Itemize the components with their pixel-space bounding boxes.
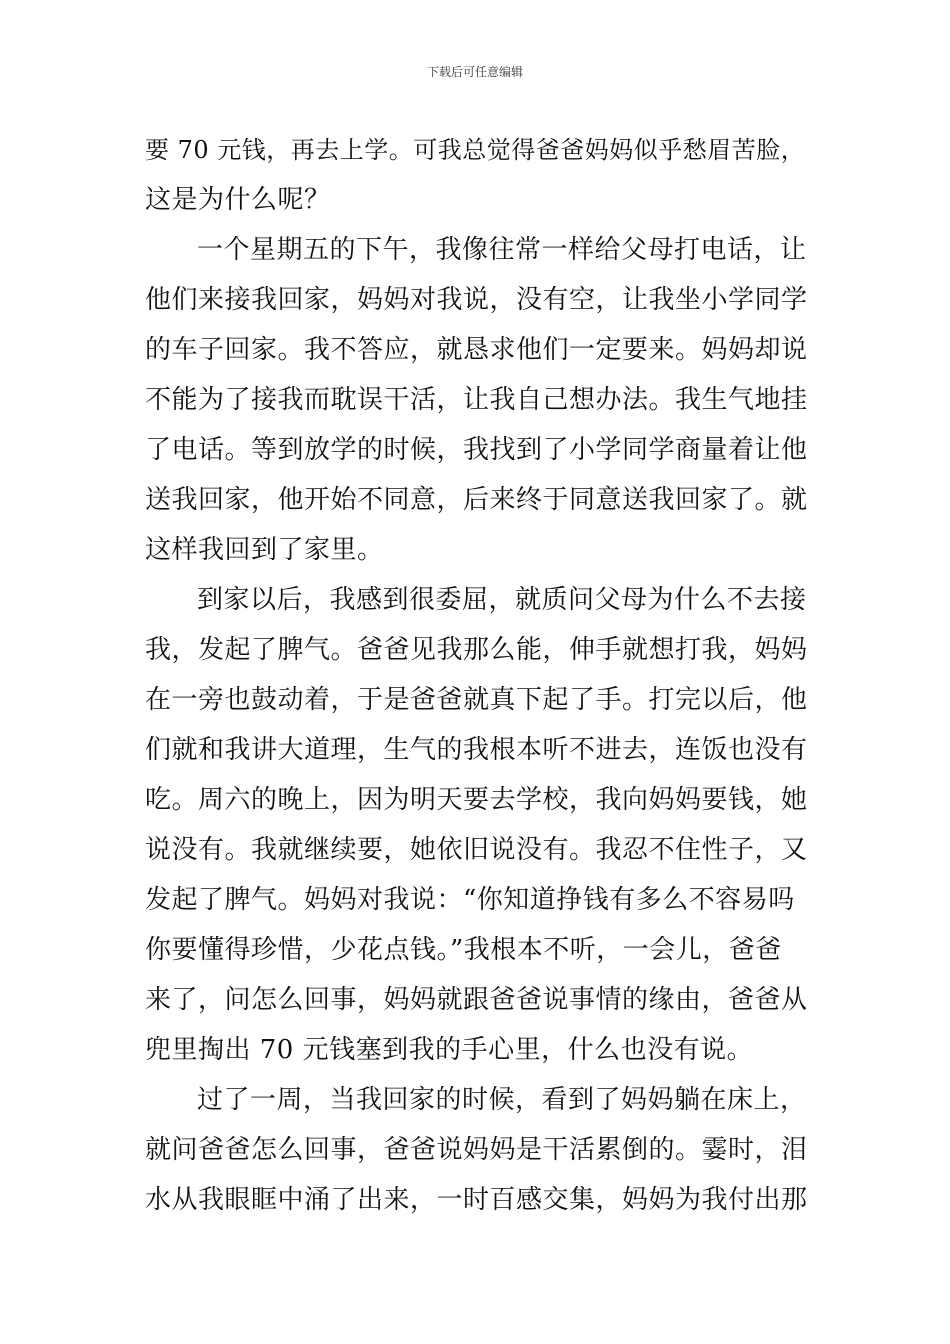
document-body (145, 125, 815, 1225)
text-line: 的车子回家。我不答应，就恳求他们一定要来。妈妈却说 (145, 335, 808, 365)
text-line: 发起了脾气。妈妈对我说：“你知道挣钱有多么不容易吗 (145, 885, 795, 915)
text-line: 吃。周六的晚上，因为明天要去学校，我向妈妈要钱，她 (145, 785, 808, 815)
text-line: 们就和我讲大道理，生气的我根本听不进去，连饭也没有 (145, 735, 808, 765)
text-line: 这是为什么呢？ (145, 185, 331, 215)
text-line: 就问爸爸怎么回事，爸爸说妈妈是干活累倒的。霎时，泪 (145, 1135, 808, 1165)
text-line: 你要懂得珍惜，少花点钱。”我根本不听，一会儿，爸爸 (145, 935, 782, 965)
text-line: 这样我回到了家里。 (145, 535, 384, 565)
text-line: 要 70 元钱，再去上学。可我总觉得爸爸妈妈似乎愁眉苦脸， (145, 136, 806, 164)
text-line: 说没有。我就继续要，她依旧说没有。我忍不住性子，又 (145, 835, 808, 865)
text-line: 送我回家，他开始不同意，后来终于同意送我回家了。就 (145, 485, 808, 515)
text-line: 水从我眼眶中涌了出来，一时百感交集，妈妈为我付出那 (145, 1185, 808, 1215)
text-line: 来了，问怎么回事，妈妈就跟爸爸说事情的缘由，爸爸从 (145, 985, 808, 1015)
page-header: 下载后可任意编辑 (426, 65, 523, 79)
text-line: 我，发起了脾气。爸爸见我那么能，伸手就想打我，妈妈 (145, 635, 808, 665)
text-line: 了电话。等到放学的时候，我找到了小学同学商量着让他 (145, 435, 808, 465)
paragraph-first-line: 过了一周，当我回家的时候，看到了妈妈躺在床上， (197, 1085, 807, 1115)
paragraph-first-line: 到家以后，我感到很委屈，就质问父母为什么不去接 (197, 585, 807, 615)
text-line: 在一旁也鼓动着，于是爸爸就真下起了手。打完以后，他 (145, 685, 808, 715)
text-line: 他们来接我回家，妈妈对我说，没有空，让我坐小学同学 (145, 285, 808, 315)
text-line: 不能为了接我而耽误干活，让我自己想办法。我生气地挂 (145, 385, 808, 415)
text-line: 兜里掏出 70 元钱塞到我的手心里，什么也没有说。 (145, 1035, 754, 1065)
paragraph-first-line: 一个星期五的下午，我像往常一样给父母打电话，让 (197, 235, 807, 265)
